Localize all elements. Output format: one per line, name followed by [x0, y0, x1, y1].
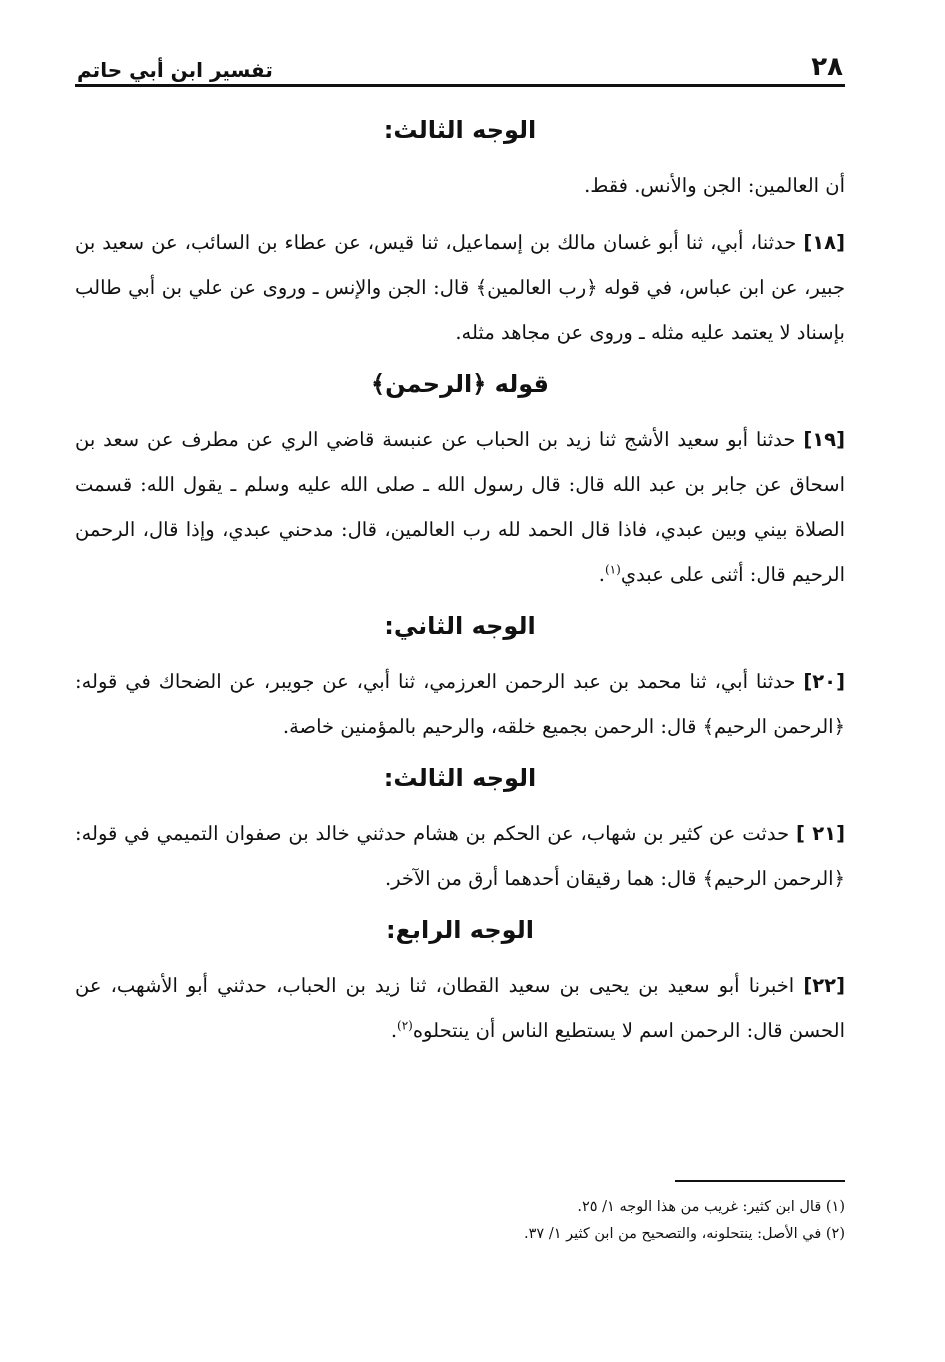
paragraph-text: حدثنا أبي، ثنا محمد بن عبد الرحمن العرزمي، ثنا أبي، عن جويبر، عن الضحاك في قوله: ﴿الرحمن الرحيم﴾ قال: الرحمن بجميع خلقه، والرحيم بالمؤمنين خاصة.	[75, 670, 845, 738]
footnote: (٢) في الأصل: ينتحلونه، والتصحيح من ابن كثير ١/ ٣٧.	[524, 1226, 845, 1242]
paragraph-text: اخبرنا أبو سعيد بن يحيى بن سعيد القطان، ثنا زيد بن الحباب، حدثني أبو الأشهب، عن الحسن قال: الرحمن اسم لا يستطيع الناس أن ينتحلوه	[75, 974, 845, 1042]
footnotes	[75, 1180, 845, 1248]
paragraph-tail: .	[598, 563, 605, 586]
narration-paragraph	[75, 811, 845, 901]
section-heading: الوجه الثاني:	[384, 612, 536, 640]
narration-number: [٢٢]	[803, 974, 845, 997]
narration-number: [١٩]	[803, 428, 845, 451]
document-page	[75, 40, 845, 1065]
narration-number: [٢٠]	[803, 670, 845, 693]
paragraph-text: حدثنا أبو سعيد الأشج ثنا زيد بن الحباب عن عنبسة قاضي الري عن مطرف عن سعد بن اسحاق عن جابر بن عبد الله قال: قال رسول الله ـ صلى الله عليه وسلم ـ يقول الله: قسمت الصلاة بيني وبين عبدي، فاذا قال الحمد لله رب العالمين، قال: مدحني عبدي، وإذا قال، الرحمن الرحيم قال: أثنى على عبدي	[75, 428, 845, 586]
book-title: تفسير ابن أبي حاتم	[77, 58, 273, 82]
page-number: ٢٨	[811, 52, 843, 82]
narration-number: [١٨]	[803, 231, 845, 254]
narration-paragraph	[75, 963, 845, 1053]
section-heading: قوله ﴿الرحمن﴾	[371, 370, 549, 398]
section-heading: الوجه الرابع:	[386, 916, 534, 944]
paragraph-text: حدثنا، أبي، ثنا أبو غسان مالك بن إسماعيل، ثنا قيس، عن عطاء بن السائب، عن سعيد بن جبير، عن ابن عباس، في قوله ﴿رب العالمين﴾ قال: الجن والإنس ـ وروى عن علي بن أبي طالب بإسناد لا يعتمد عليه مثله ـ وروى عن مجاهد مثله.	[75, 231, 845, 344]
footnote-divider	[675, 1180, 845, 1182]
paragraph	[75, 163, 845, 208]
narration-paragraph	[75, 417, 845, 597]
section-heading: الوجه الثالث:	[383, 116, 537, 144]
footnote-marker[interactable]: (١)	[604, 562, 621, 577]
narration-paragraph	[75, 220, 845, 355]
paragraph-text: أن العالمين: الجن والأنس. فقط.	[584, 174, 845, 197]
paragraph-tail: .	[390, 1019, 398, 1042]
narration-number: [٢١ ]	[795, 822, 845, 845]
paragraph-text: حدثت عن كثير بن شهاب، عن الحكم بن هشام حدثني خالد بن صفوان التميمي في قوله: ﴿الرحمن الرحيم﴾ قال: هما رقيقان أحدهما أرق من الآخر.	[75, 822, 845, 890]
narration-paragraph	[75, 659, 845, 749]
footnote: (١) قال ابن كثير: غريب من هذا الوجه ١/ ٢٥.	[577, 1199, 845, 1215]
footnote-marker[interactable]: (٢)	[397, 1018, 413, 1033]
section-heading: الوجه الثالث:	[383, 764, 537, 792]
running-header	[75, 40, 845, 87]
main-content	[75, 113, 845, 1053]
